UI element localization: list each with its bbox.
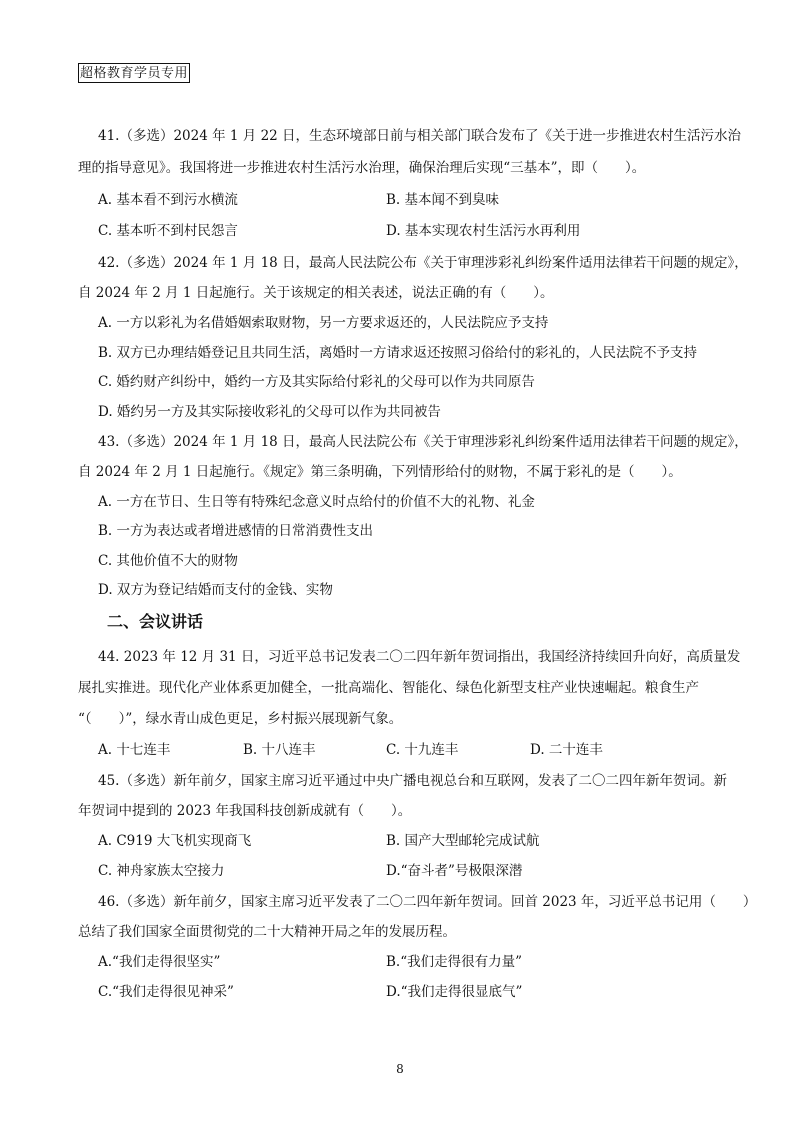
q42-line2: 自 2024 年 2 月 1 日起施行。关于该规定的相关表述，说法正确的有（ ）。 [78,285,554,301]
q42-option-c: C. 婚约财产纠纷中，婚约一方及其实际给付彩礼的父母可以作为共同原告 [98,374,535,390]
q45-line2: 年贺词中提到的 2023 年我国科技创新成就有（ ）。 [78,803,412,819]
q41-option-a: A. 基本看不到污水横流 [98,192,238,208]
q44-line1: 44. 2023 年 12 月 31 日，习近平总书记发表二〇二四年新年贺词指出，我国经济持续回升向好，高质量发 [98,649,741,665]
q44-line2: 展扎实推进。现代化产业体系更加健全，一批高端化、智能化、绿色化新型支柱产业快速崛起。粮食生产 [78,680,699,696]
q46-option-d: D.“我们走得很显底气” [386,984,523,1000]
q45-option-d: D.“奋斗者”号极限深潜 [386,863,523,879]
q41-option-b: B. 基本闻不到臭味 [386,192,500,208]
q44-option-d: D. 二十连丰 [530,742,603,758]
q46-line1: 46.（多选）新年前夕，国家主席习近平发表了二〇二四年新年贺词。回首 2023 年，习近平总书记用（ ） [98,894,757,910]
q44-line3: “（ ）”，绿水青山成色更足，乡村振兴展现新气象。 [78,711,403,727]
section-title: 二、会议讲话 [107,612,204,631]
q42-line1: 42.（多选）2024 年 1 月 18 日，最高人民法院公布《关于审理涉彩礼纠纷案件适用法律若干问题的规定》， [98,255,748,271]
q46-option-b: B.“我们走得很有力量” [386,954,523,970]
page-number: 8 [396,1062,404,1076]
q43-option-b: B. 一方为表达或者增进感情的日常消费性支出 [98,523,374,539]
q44-option-c: C. 十九连丰 [386,742,459,758]
q45-option-a: A. C919 大飞机实现商飞 [98,833,252,849]
q46-option-c: C.“我们走得很见神采” [98,984,234,1000]
q43-line2: 自 2024 年 2 月 1 日起施行。《规定》第三条明确，下列情形给付的财物，不属于彩礼的是（ ）。 [78,464,682,480]
q43-option-c: C. 其他价值不大的财物 [98,553,238,569]
q41-option-d: D. 基本实现农村生活污水再利用 [386,223,581,239]
q42-option-a: A. 一方以彩礼为名借婚姻索取财物，另一方要求返还的，人民法院应予支持 [98,315,549,331]
q41-option-c: C. 基本听不到村民怨言 [98,223,238,239]
header-stamp: 超格教育学员专用 [78,63,190,83]
q43-option-d: D. 双方为登记结婚而支付的金钱、实物 [98,582,333,598]
q44-option-a: A. 十七连丰 [98,742,171,758]
q43-option-a: A. 一方在节日、生日等有特殊纪念意义时点给付的价值不大的礼物、礼金 [98,494,535,510]
q45-line1: 45.（多选）新年前夕，国家主席习近平通过中央广播电视总台和互联网，发表了二〇二四年新年贺词。新 [98,773,727,789]
q44-option-b: B. 十八连丰 [243,742,316,758]
q46-option-a: A.“我们走得很坚实” [98,954,221,970]
q45-option-b: B. 国产大型邮轮完成试航 [386,833,540,849]
q42-option-b: B. 双方已办理结婚登记且共同生活，离婚时一方请求返还按照习俗给付的彩礼的，人民法院不予支持 [98,345,698,361]
q41-line1: 41.（多选）2024 年 1 月 22 日，生态环境部日前与相关部门联合发布了《关于进一步推进农村生活污水治 [98,128,742,144]
q42-option-d: D. 婚约另一方及其实际接收彩礼的父母可以作为共同被告 [98,404,441,420]
q46-line2: 总结了我们国家全面贯彻党的二十大精神开局之年的发展历程。 [78,924,456,940]
q43-line1: 43.（多选）2024 年 1 月 18 日，最高人民法院公布《关于审理涉彩礼纠纷案件适用法律若干问题的规定》， [98,434,748,450]
q41-line2: 理的指导意见》。我国将进一步推进农村生活污水治理，确保治理后实现“三基本”，即（ ）。 [78,160,646,176]
q45-option-c: C. 神舟家族太空接力 [98,863,225,879]
